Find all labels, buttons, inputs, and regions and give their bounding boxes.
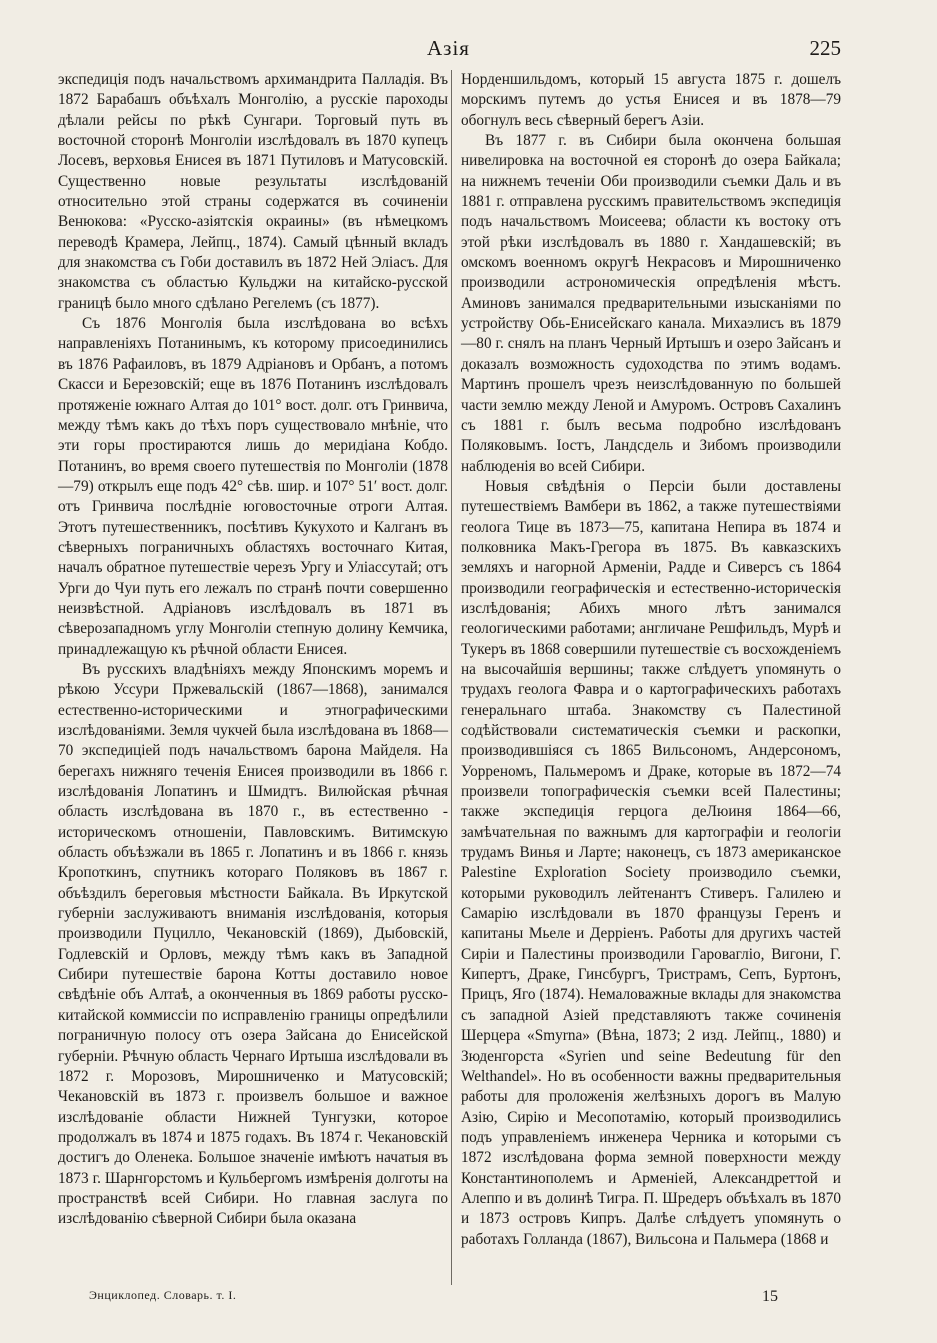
running-header	[56, 36, 841, 66]
signature-mark: Энциклопед. Словарь. т. I.	[89, 1288, 237, 1302]
paragraph: Новыя свѣдѣнія о Персіи были доставлены путешествіемъ Вамбери въ 1862, а также путешествіями геолога Тице въ 1873—75, капитана Непира въ 1874 и полковника Макъ-Грегора въ 1875. Въ кавказскихъ земляхъ и нагорной Арменіи, Радде и Сиверсъ съ 1864 производили географическія и естественно-историческія изслѣдованія; Абихъ много лѣтъ занимался геологическими работами; англичане Решфильдъ, Мурѣ и Тукеръ въ 1868 совершили путешествіе съ восхожденіемъ на высочайшія вершины; также слѣдуетъ упомянуть о трудахъ геолога Фавра и о картографическихъ работахъ генеральнаго штаба. Знакомству съ Палестиной содѣйствовали систематическія съемки и раскопки, производившіяся съ 1865 Вильсономъ, Андерсономъ, Уорреномъ, Пальмеромъ и Драке, которые въ 1872—74 произвели топографическія съемки всей Палестины; также экспедиція герцога деЛюиня 1864—66, замѣчательная по важнымъ для картографіи и геологіи трудамъ Винья и Ларте; наконецъ, съ 1873 американское Palestine Exploration Society производило съемки, которыми руководилъ лейтенантъ Стиверъ. Галилею и Самарію изслѣдовали въ 1870 французы Геренъ и капитаны Мьеле и Деррiенъ. Работы для другихъ частей Сиріи и Палестины производили Гаровагліо, Вигони, Г. Кипертъ, Драке, Гинсбургъ, Тристрамъ, Сепъ, Буртонъ, Прицъ, Яго (1874). Немаловажные вклады для знакомства съ западной Азіей представляютъ также сочиненія Шерцера «Smyrna» (Вѣна, 1873; 2 изд. Лейпц., 1880) и Зюденгорста «Syrien und seine Bedeutung für den Welthandel». Но въ особенности важны предварительныя работы для проложенія желѣзныхъ дорогъ въ Малую Азію, Сирію и Месопотамію, который производились подъ управленіемъ инженера Черника и которыми съ 1872 изслѣдована форма земной поверхности между Константинополемъ и Арменіей, Александреттой и Алеппо и въ долинѣ Тигра. П. Шредеръ объѣхалъ въ 1870 и 1873 островъ Кипръ. Далѣе слѣдуетъ упомянуть о работахъ Голланда (1867), Вильсона и Пальмера (1868 и	[461, 477, 841, 1248]
sheet-number: 15	[762, 1288, 778, 1305]
paragraph: Въ 1877 г. въ Сибири была окончена большая нивелировка на восточной ея сторонѣ до озера Байкала; на нижнемъ теченіи Оби производили съемки Даль и въ 1881 г. отправлена русскимъ правительствомъ экспедиція подъ начальствомъ Моисеева; области къ востоку отъ этой рѣки изслѣдовалъ въ 1880 г. Хандашевскій; въ омскомъ военномъ округѣ Некрасовъ и Мирошниченко производили астрономическія опредѣленія мѣстъ. Аминовъ занимался предварительными изысканіями по устройству Обь-Енисейскаго канала. Михаэлисъ въ 1879—80 г. снялъ на планъ Черный Иртышъ и озеро Зайсанъ и доказалъ возможность судоходства по этимъ водамъ. Мартинъ прошелъ чрезъ неизслѣдованную по большей части землю между Леной и Амуромъ. Островъ Сахалинъ съ 1881 г. былъ весьма подробно изслѣдованъ Поляковымъ. Іостъ, Ландсдель и Зибомъ производили наблюденія во всей Сибири.	[461, 132, 841, 475]
footer	[0, 1288, 937, 1308]
column-divider	[451, 70, 452, 1285]
paragraph: экспедиція подъ начальствомъ архимандрита Палладія. Въ 1872 Барабашъ объѣхалъ Монголію, а русскіе пароходы дѣлали рейсы по рѣкѣ Сунгари. Торговый путь въ восточной сторонѣ Монголіи изслѣдовалъ въ 1870 купецъ Лосевъ, верховья Енисея въ 1871 Путиловъ и Матусовскій. Существенно новые результаты изслѣдованій относительно этой страны содержатся въ сочиненіи Венюкова: «Русско-азіятскія окраины» (въ нѣмецкомъ переводѣ Крамера, Лейпц., 1874). Самый цѣнный вкладъ для знакомства съ Гоби доставилъ въ 1872 Ней Эліасъ. Для знакомства съ областью Кульджи на китайско-русской границѣ было много сдѣлано Регелемъ (съ 1877).	[58, 71, 448, 312]
paragraph: Съ 1876 Монголія была изслѣдована во всѣхъ направленіяхъ Потанинымъ, къ которому присоединились въ 1876 Рафаиловъ, въ 1879 Адріановъ и Орбанъ, а потомъ Скасси и Березовскій; еще въ 1876 Потанинъ изслѣдовалъ протяженіе южнаго Алтая до 101° вост. долг. отъ Гринвича, между тѣмъ какъ до тѣхъ поръ существовало мнѣніе, что эти горы простираются лишь до меридіана Кобдо. Потанинъ, во время своего путешествія по Монголіи (1878—79) открылъ еще подъ 42° сѣв. шир. и 107° 51′ вост. долг. отъ Гринвича послѣдніе юговосточные отроги Алтая. Этотъ путешественникъ, посѣтивъ Кукухото и Калганъ въ сѣверныхъ пограничныхъ областяхъ восточнаго Китая, началъ обратное путешествіе черезъ Ургу и Уліассутай; отъ Урги до Чуи путь его лежалъ по странѣ почти совершенно неизвѣстной. Адріановъ изслѣдовалъ въ 1871 въ сѣверозападномъ углу Монголіи степную долину Кемчика, принадлежащую къ рѣчной области Енисея.	[58, 315, 448, 658]
running-title: Азія	[427, 36, 470, 60]
paragraph: Въ русскихъ владѣніяхъ между Японскимъ моремъ и рѣкою Уссури Пржевальскій (1867—1868), занимался естественно-историческими и этнографическими изслѣдованіями. Земля чукчей была изслѣдована въ 1868—70 экспедиціей подъ начальствомъ барона Майделя. На берегахъ нижняго теченія Енисея производили въ 1866 г. изслѣдованія Лопатинъ и Шмидтъ. Вилюйская рѣчная область изслѣдована въ 1870 г., въ естественно - историческомъ отношеніи, Павловскимъ. Витимскую область объѣзжали въ 1865 г. Лопатинъ и въ 1866 г. князь Кропоткинъ, спутникъ котораго Поляковъ въ 1867 г. объѣздилъ береговыя мѣстности Байкала. Въ Иркутской губерніи заслуживаютъ вниманія изслѣдованія, которыя производили Пуцилло, Чекановскій (1869), Дыбовскій, Годлевскій и Орловъ, между тѣмъ какъ въ Западной Сибири путешествіе барона Котты доставило новое свѣдѣніе объ Алтаѣ, а оконченныя въ 1869 работы русско-китайской коммиссіи по исправленію границы опредѣлили пограничную полосу отъ озера Зайсана до Енисейской губерніи. Рѣчную область Чернаго Иртыша изслѣдовали въ 1872 г. Морозовъ, Мирошниченко и Матусовскій; Чекановскій въ 1873 г. произвелъ большое и важное изслѣдованіе области Нижней Тунгузки, которое продолжалъ въ 1874 и 1875 годахъ. Въ 1874 г. Чекановскій достигъ до Оленека. Большое значеніе имѣютъ начатыя въ 1873 г. Шарнгорстомъ и Кульбергомъ измѣренія долготы на пространствѣ всей Сибири. Но главная заслуга по изслѣдованію сѣверной Сибири была оказана	[58, 660, 448, 1228]
page-number: 225	[809, 36, 841, 60]
paragraph: Норденшильдомъ, который 15 августа 1875 г. дошелъ морскимъ путемъ до устья Енисея и въ 1878—79 обогнулъ весь сѣверный берегъ Азіи.	[461, 71, 841, 129]
left-column	[58, 70, 448, 1230]
right-column	[461, 70, 841, 1250]
